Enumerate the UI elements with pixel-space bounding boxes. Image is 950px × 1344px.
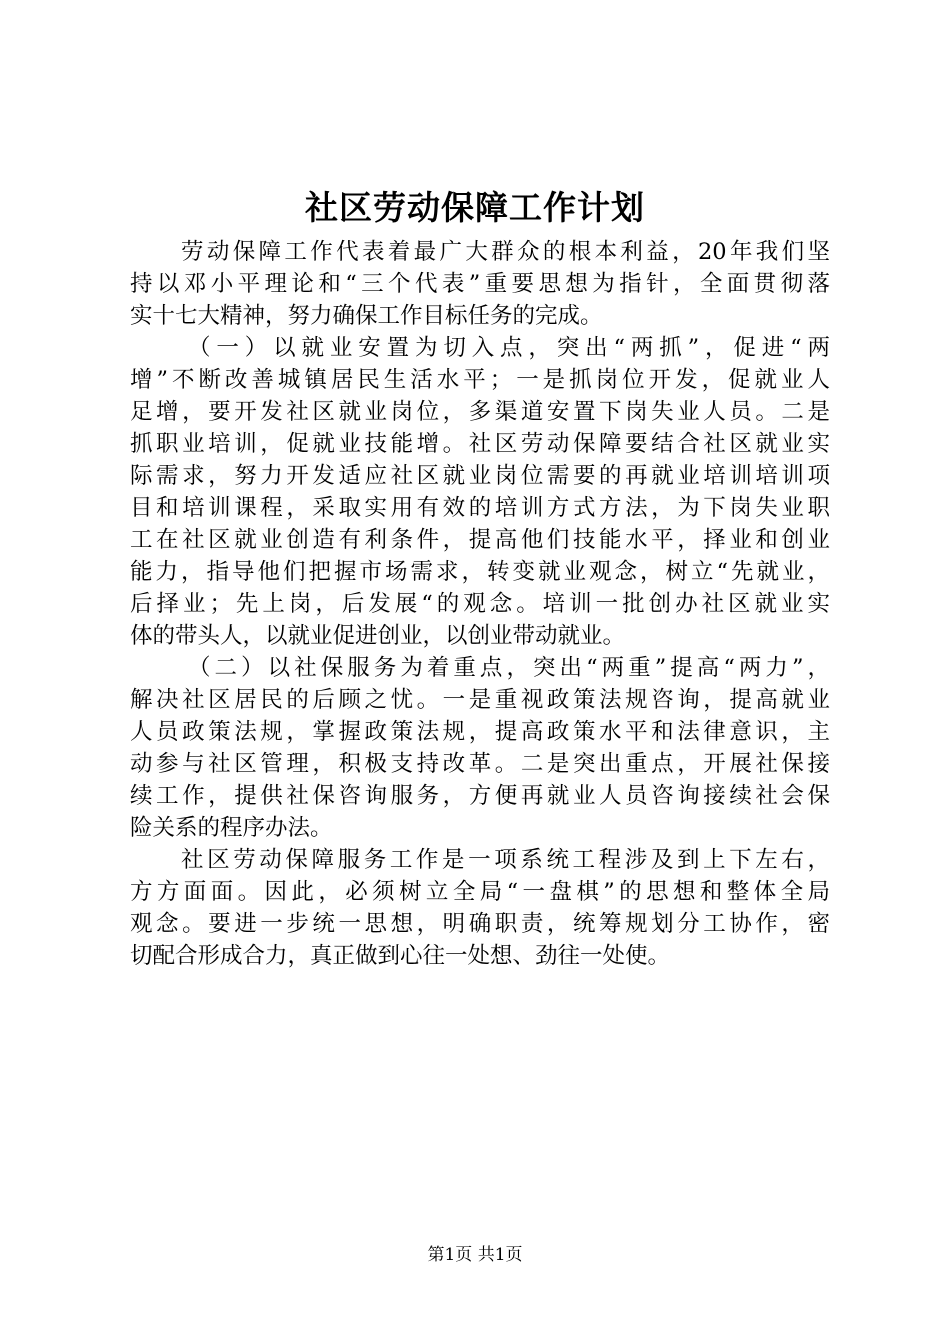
text-line: 际需求，努力开发适应社区就业岗位需要的再就业培训培训项 (130, 463, 830, 489)
text-line: 解决社区居民的后顾之忧。一是重视政策法规咨询，提高就业 (130, 687, 830, 713)
text-line: 动参与社区管理，积极支持改革。二是突出重点，开展社保接 (130, 751, 830, 777)
text-line: 险关系的程序办法。 (130, 815, 333, 841)
text-line: 目和培训课程，采取实用有效的培训方式方法，为下岗失业职 (130, 495, 830, 521)
paragraph-section-two (130, 652, 830, 844)
text-line: 能力，指导他们把握市场需求，转变就业观念，树立“先就业， (130, 559, 830, 585)
text-line: 实十七大精神，努力确保工作目标任务的完成。 (130, 303, 603, 329)
page-footer: 第1页 共1页 (427, 1245, 523, 1265)
paragraph-conclusion (130, 844, 830, 972)
text-line: 社区劳动保障服务工作是一项系统工程涉及到上下左右， (181, 847, 830, 873)
text-line: 方方面面。因此，必须树立全局“一盘棋”的思想和整体全局 (130, 879, 830, 905)
document-body (130, 236, 830, 972)
text-line: 持以邓小平理论和“三个代表”重要思想为指针，全面贯彻落 (130, 271, 830, 297)
text-line: 续工作，提供社保咨询服务，方便再就业人员咨询接续社会保 (130, 783, 830, 809)
text-line: 工在社区就业创造有利条件，提高他们技能水平，择业和创业 (130, 527, 830, 553)
document-title: 社区劳动保障工作计划 (305, 188, 645, 227)
text-line: 足增，要开发社区就业岗位，多渠道安置下岗失业人员。二是 (130, 399, 830, 425)
text-line: （一）以就业安置为切入点，突出“两抓”，促进“两 (188, 335, 830, 361)
text-line: 切配合形成合力，真正做到心往一处想、劲往一处使。 (130, 943, 671, 969)
text-line: 体的带头人，以就业促进创业，以创业带动就业。 (130, 623, 626, 649)
paragraph-section-one (130, 332, 830, 652)
text-line: 人员政策法规，掌握政策法规，提高政策水平和法律意识，主 (130, 719, 830, 745)
text-line: 抓职业培训，促就业技能增。社区劳动保障要结合社区就业实 (130, 431, 830, 457)
paragraph-intro (130, 236, 830, 332)
text-line: 劳动保障工作代表着最广大群众的根本利益，20年我们坚 (181, 239, 830, 265)
text-line: 增”不断改善城镇居民生活水平；一是抓岗位开发，促就业人 (130, 367, 830, 393)
text-line: （二）以社保服务为着重点，突出“两重”提高“两力”， (188, 655, 830, 681)
text-line: 后择业；先上岗，后发展“的观念。培训一批创办社区就业实 (130, 591, 830, 617)
text-line: 观念。要进一步统一思想，明确职责，统筹规划分工协作，密 (130, 911, 830, 937)
